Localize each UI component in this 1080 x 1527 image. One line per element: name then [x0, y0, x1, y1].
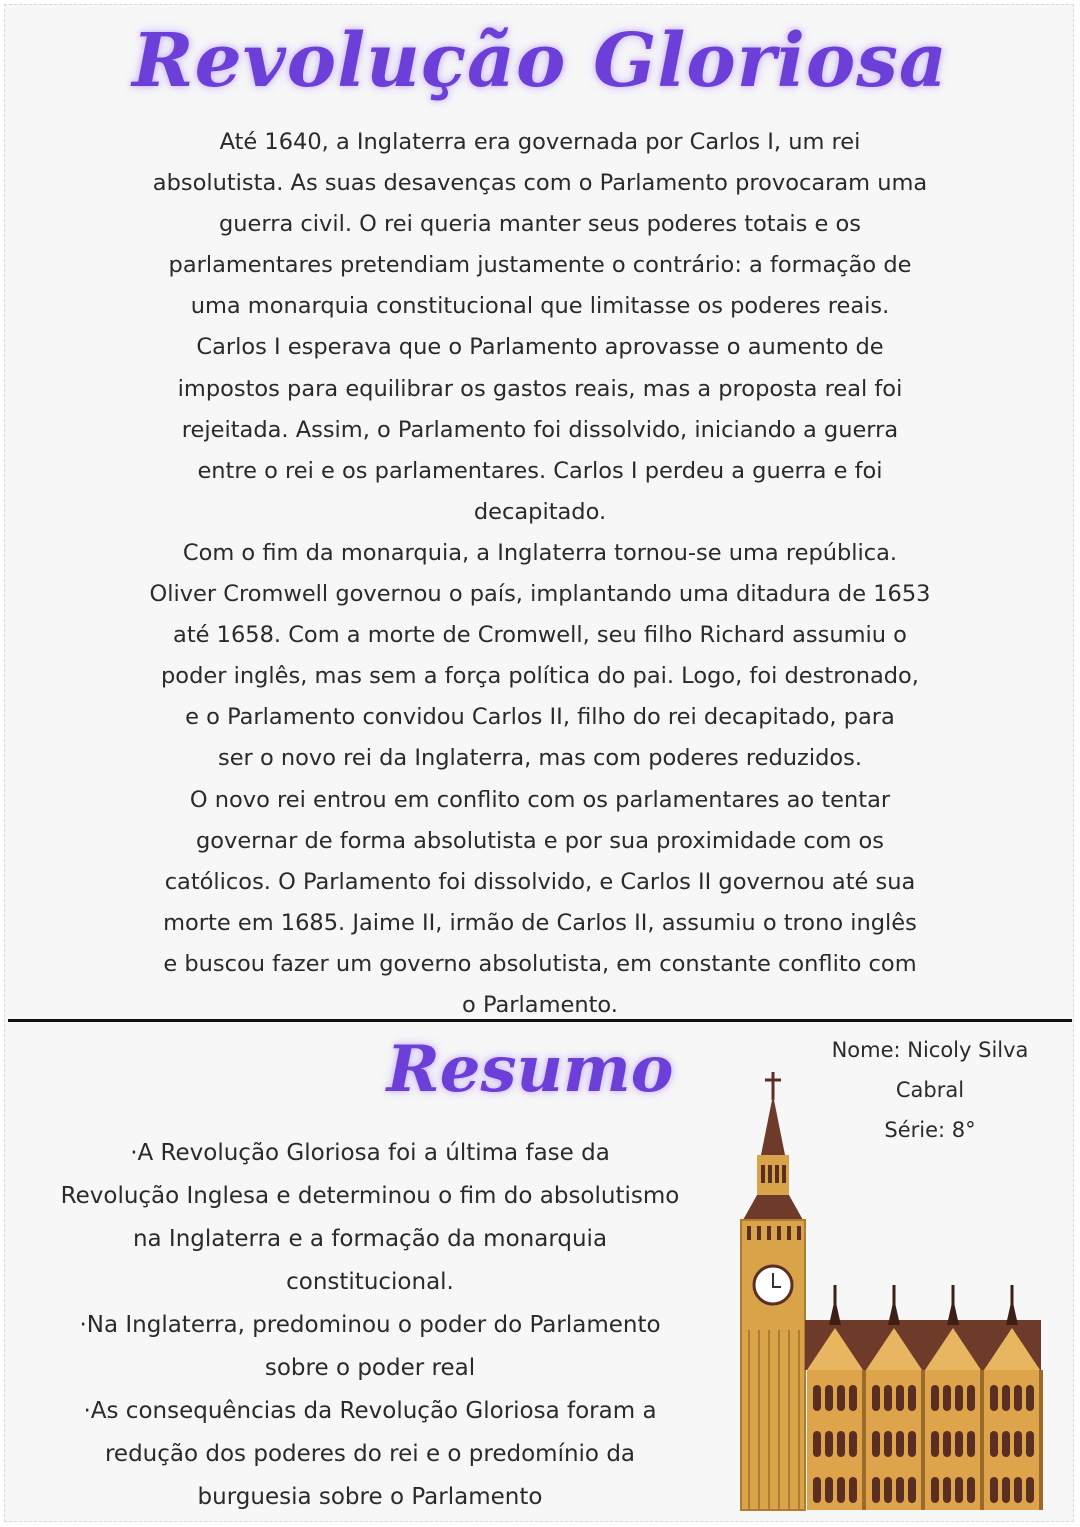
body-line: uma monarquia constitucional que limitasse os poderes reais. [190, 293, 890, 320]
summary-line: sobre o poder real [264, 1355, 476, 1381]
summary-line: redução dos poderes do rei e o predomínio da [104, 1441, 636, 1467]
summary-line: na Inglaterra e a formação da monarquia [132, 1226, 608, 1252]
body-line: o Parlamento. [462, 991, 618, 1018]
body-line: Até 1640, a Inglaterra era governada por Carlos I, um rei [219, 129, 861, 155]
body-line: e buscou fazer um governo absolutista, em constante conflito com [163, 950, 917, 977]
summary-text [5, 1132, 735, 1519]
summary-line: ·Na Inglaterra, predominou o poder do Parlamento [79, 1312, 661, 1338]
body-line: Oliver Cromwell governou o país, implantando uma ditadura de 1653 [149, 581, 931, 608]
body-line: parlamentares pretendiam justamente o contrário: a formação de [168, 252, 912, 279]
main-text [60, 122, 1020, 1026]
student-grade: Série: 8° [884, 1118, 976, 1142]
body-line: e o Parlamento convidou Carlos II, filho do rei decapitado, para [185, 704, 895, 731]
body-line: absolutista. As suas desavenças com o Parlamento provocaram uma [152, 170, 928, 197]
body-line: até 1658. Com a morte de Cromwell, seu filho Richard assumiu o [173, 622, 907, 649]
section-divider [8, 1019, 1072, 1022]
body-line: governar de forma absolutista e por sua proximidade com os [195, 827, 885, 854]
body-line: guerra civil. O rei queria manter seus poderes totais e os [218, 211, 862, 238]
summary-line: Revolução Inglesa e determinou o fim do absolutismo [60, 1183, 680, 1209]
summary-line: burguesia sobre o Parlamento [197, 1484, 543, 1510]
body-line: impostos para equilibrar os gastos reais, mas a proposta real foi [177, 375, 903, 402]
body-line: rejeitada. Assim, o Parlamento foi dissolvido, iniciando a guerra [181, 416, 899, 443]
body-line: decapitado. [473, 498, 607, 525]
student-name: Nome: Nicoly Silva [831, 1038, 1029, 1062]
summary-line: ·A Revolução Gloriosa foi a última fase da [130, 1140, 610, 1166]
body-line: ser o novo rei da Inglaterra, mas com poderes reduzidos. [217, 745, 862, 772]
body-line: católicos. O Parlamento foi dissolvido, e Carlos II governou até sua [164, 868, 916, 895]
body-line: poder inglês, mas sem a força política do pai. Logo, foi destronado, [161, 663, 919, 690]
body-line: entre o rei e os parlamentares. Carlos I perdeu a guerra e foi [197, 457, 883, 484]
body-line: morte em 1685. Jaime II, irmão de Carlos II, assumiu o trono inglês [163, 909, 917, 936]
summary-title: Resumo [386, 1032, 674, 1107]
page-title: Revolução Gloriosa [132, 18, 948, 104]
summary-line: ·As consequências da Revolução Gloriosa foram a [83, 1398, 657, 1424]
big-ben-parliament-illustration [735, 1070, 1045, 1515]
clock-tower [741, 1072, 805, 1510]
body-line: Com o fim da monarquia, a Inglaterra tornou-se uma república. [182, 539, 898, 566]
body-line: Carlos I esperava que o Parlamento aprovasse o aumento de [196, 334, 884, 361]
parliament-building [805, 1285, 1043, 1510]
student-name-cont: Cabral [895, 1078, 965, 1102]
body-line: O novo rei entrou em conflito com os parlamentares ao tentar [189, 786, 891, 813]
summary-line: constitucional. [286, 1269, 454, 1295]
